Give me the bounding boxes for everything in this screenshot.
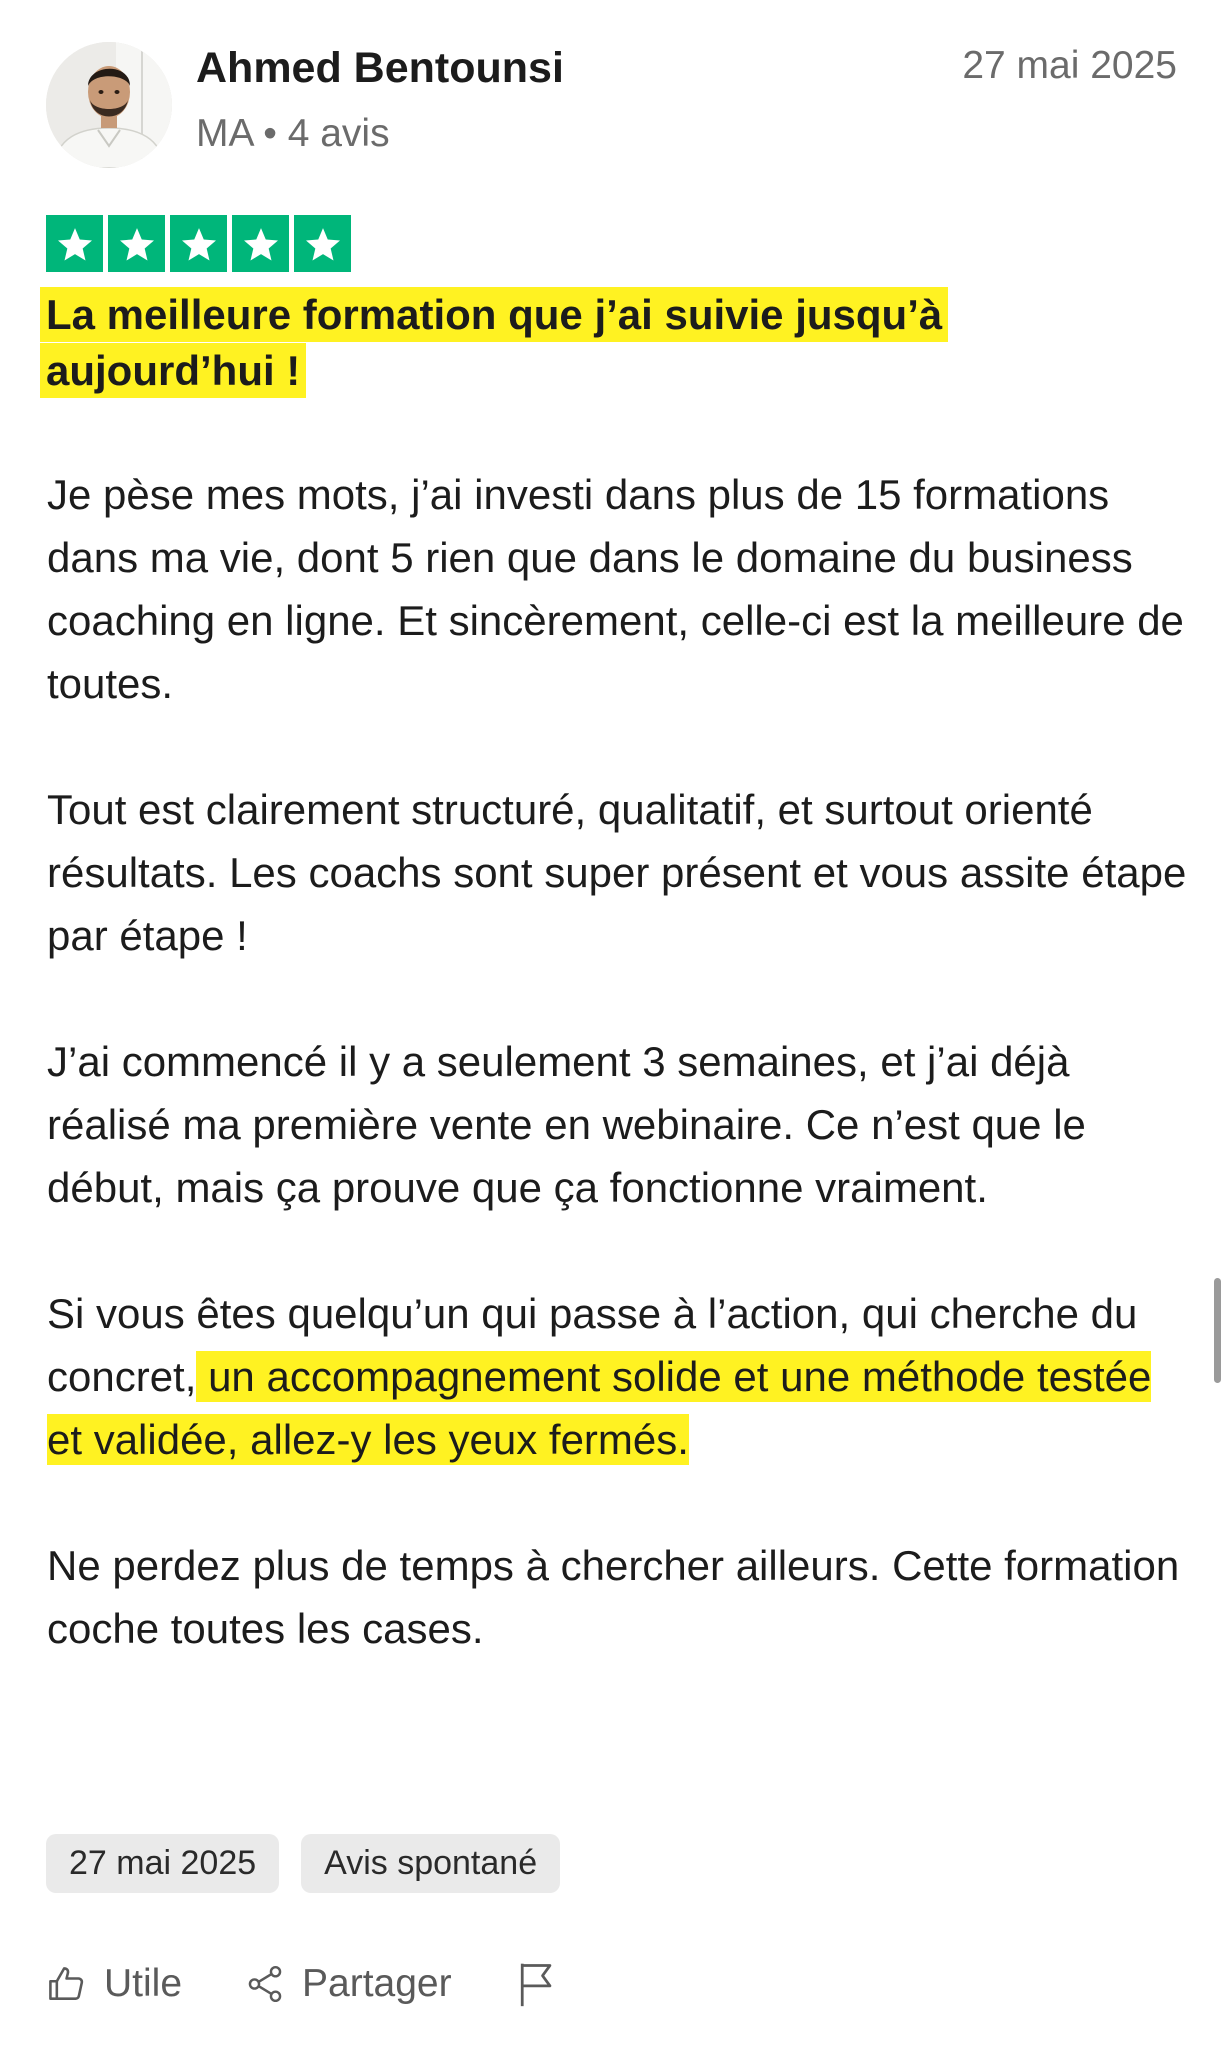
review-date: 27 mai 2025: [962, 44, 1177, 87]
reviewer-meta: [196, 112, 390, 156]
review-text-highlight: un accompagnement solide et une méthode testée et validée, allez-y les yeux fermés.: [47, 1353, 1152, 1463]
share-label: Partager: [302, 1962, 452, 2005]
review-type-tag[interactable]: Avis spontané: [301, 1834, 560, 1893]
review-paragraph: [47, 1282, 1197, 1471]
review-text-plain: Si vous êtes quelqu’un qui passe à l’action, qui cherche du concret,: [47, 1290, 1138, 1400]
review-body: [47, 463, 1197, 1723]
reviewer-name[interactable]: Ahmed Bentounsi: [196, 44, 564, 92]
star-rating: [46, 215, 351, 272]
review-paragraph: Je pèse mes mots, j’ai investi dans plus de 15 formations dans ma vie, dont 5 rien que dans le domaine du business coaching en ligne. Et sincèrement, celle-ci est la meilleure de toutes.: [47, 471, 1184, 707]
review-title: [40, 287, 1020, 399]
share-icon: [244, 1963, 286, 2005]
reviewer-country: MA: [196, 112, 253, 155]
useful-button[interactable]: [44, 1962, 182, 2006]
thumbs-up-icon: [44, 1962, 88, 2006]
review-paragraph: Ne perdez plus de temps à chercher ailleurs. Cette formation coche toutes les cases.: [47, 1542, 1180, 1652]
flag-icon: [514, 1960, 560, 2008]
review-paragraph: J’ai commencé il y a seulement 3 semaines, et j’ai déjà réalisé ma première vente en webinaire. Ce n’est que le début, mais ça prouve que ça fonctionne vraiment.: [47, 1038, 1086, 1211]
date-tag: 27 mai 2025: [46, 1834, 279, 1893]
star-icon: [170, 215, 227, 272]
star-icon: [46, 215, 103, 272]
review-title-text: La meilleure formation que j’ai suivie jusqu’à aujourd’hui !: [40, 287, 948, 398]
star-icon: [232, 215, 289, 272]
scrollbar[interactable]: [1214, 1278, 1221, 1383]
star-icon: [108, 215, 165, 272]
review-actions: [44, 1960, 622, 2008]
reviewer-review-count: 4 avis: [287, 112, 390, 155]
review-paragraph: Tout est clairement structuré, qualitatif, et surtout orienté résultats. Les coachs sont super présent et vous assite étape par étape !: [47, 786, 1187, 959]
share-button[interactable]: [244, 1962, 452, 2006]
review-tags: [46, 1834, 560, 1893]
meta-separator: •: [263, 112, 277, 155]
report-button[interactable]: [514, 1960, 560, 2008]
star-icon: [294, 215, 351, 272]
useful-label: Utile: [104, 1962, 183, 2005]
reviewer-avatar[interactable]: [46, 42, 172, 168]
